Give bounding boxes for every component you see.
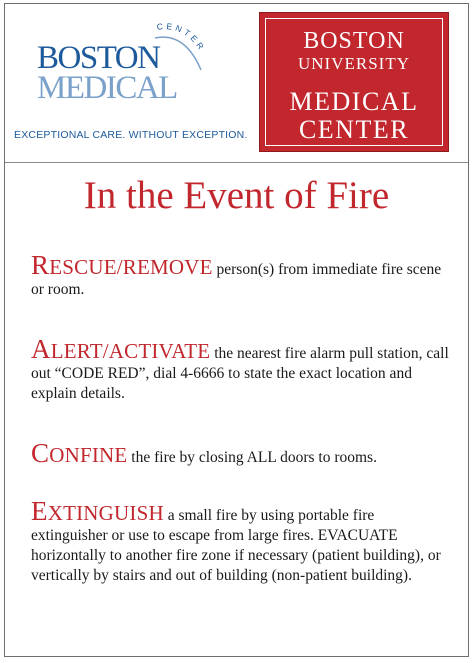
keyword-initial: C (31, 438, 50, 468)
boston-medical-center-logo (5, 4, 255, 162)
sign-title: In the Event of Fire (83, 174, 390, 217)
step-alert (31, 334, 451, 404)
step-text: the fire by closing ALL doors to rooms. (131, 449, 377, 466)
step-rescue (31, 250, 451, 300)
step-keyword (31, 250, 213, 280)
center-arc-text: CENTER (156, 22, 208, 54)
center-arc-graphic (151, 22, 213, 72)
logo-header (5, 4, 468, 163)
keyword-rest: XTINGUISH (47, 501, 164, 525)
step-keyword (31, 496, 164, 526)
keyword-initial: E (31, 496, 48, 526)
step-confine (31, 438, 451, 468)
bmc-logo-line1: BOSTON (37, 40, 160, 76)
step-keyword (31, 438, 128, 468)
step-keyword (31, 334, 211, 364)
bmc-logo-line2: MEDICAL (37, 70, 177, 106)
keyword-rest: ESCUE/REMOVE (49, 255, 213, 279)
step-text: the nearest fire alarm pull station, call out “CODE RED”, dial 4-6666 to state the exact location and explain details. (31, 345, 449, 402)
bu-logo-line1: BOSTON (303, 28, 405, 54)
bu-logo-line4: CENTER (298, 115, 410, 144)
step-extinguish (31, 496, 451, 586)
step-text: a small fire by using portable fire extinguisher or use to escape from large fires. EVACUATE horizontally to another fire zone if necessary (patient building), or vertically by stairs and out of building (non-patient building). (31, 507, 441, 584)
keyword-initial: A (31, 334, 51, 364)
bmc-tagline: EXCEPTIONAL CARE. WITHOUT EXCEPTION. (14, 129, 248, 141)
bu-logo-line3: MEDICAL (289, 87, 419, 116)
keyword-initial: R (31, 250, 50, 280)
bu-medical-center-logo (259, 12, 449, 152)
bu-logo-frame (265, 18, 443, 146)
fire-safety-sign (4, 3, 469, 657)
keyword-rest: LERT/ACTIVATE (50, 339, 211, 363)
keyword-rest: ONFINE (49, 443, 128, 467)
bu-logo-line2: UNIVERSITY (298, 54, 410, 73)
step-text: person(s) from immediate fire scene or room. (31, 261, 442, 298)
